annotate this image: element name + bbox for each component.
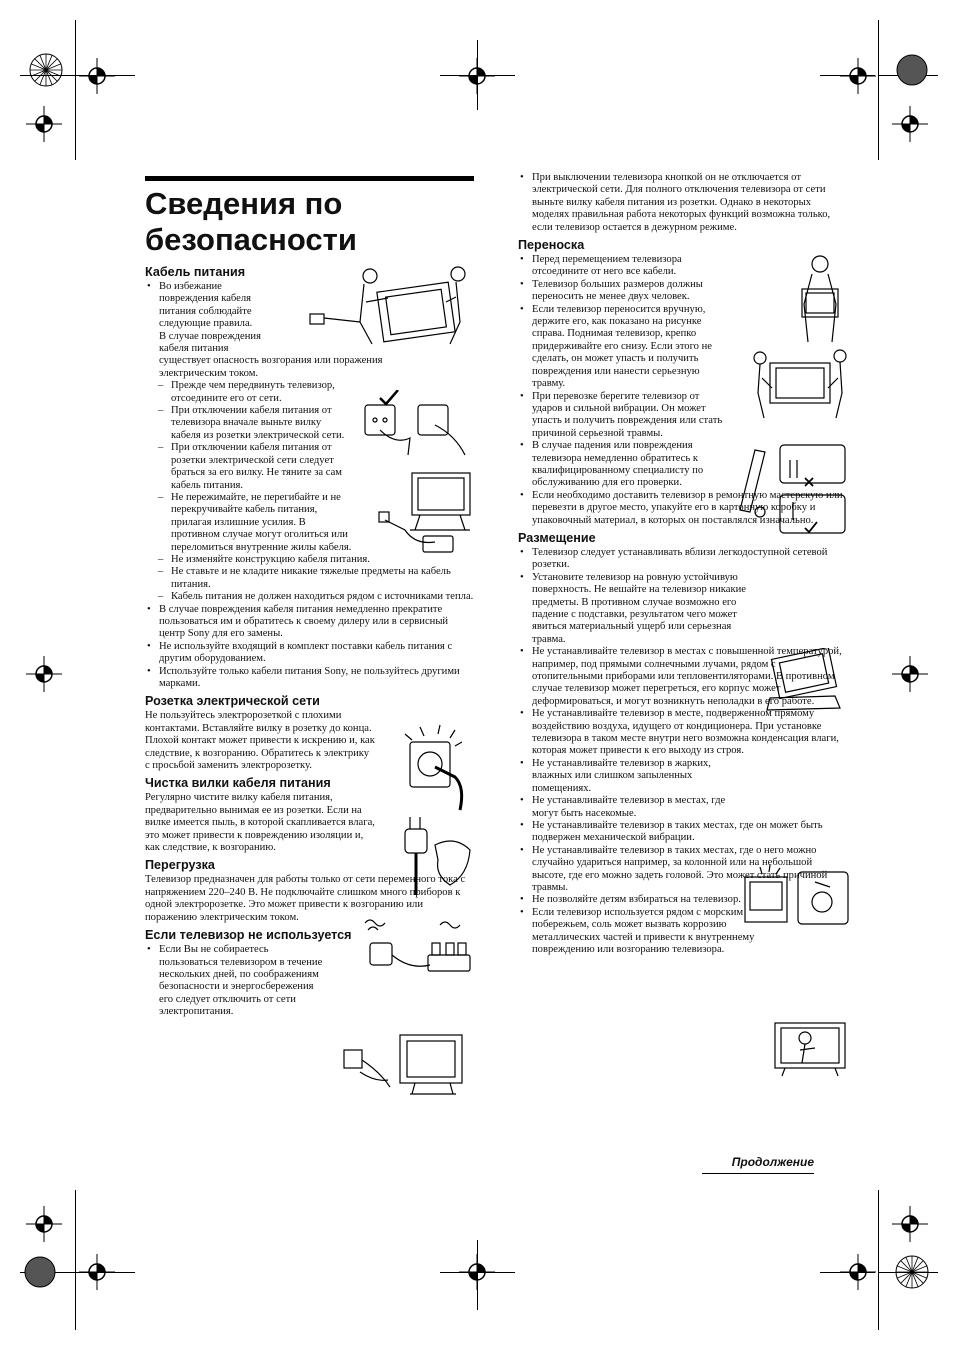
- power-cord-intro-line: существует опасность возгорания или поражения: [159, 355, 383, 367]
- list-item: – При отключении кабеля питания от розетки электрической сети следует браться за его вилку. Не тяните за сам кабель питания.: [158, 442, 353, 492]
- unplug-check-icon: [360, 390, 475, 460]
- list-item: – Не пережимайте, не перегибайте и не перекручивайте кабель питания, прилагая излишние усилия. В противном случае могут оголиться или переломиться внутренние жилы кабеля.: [158, 492, 353, 554]
- humidity-dust-insects-icon: [740, 862, 850, 927]
- trim-line: [878, 20, 879, 160]
- crosshair-registration-icon: [24, 104, 64, 144]
- section-heading-not-used: Если телевизор не используется: [145, 928, 352, 943]
- crosshair-registration-icon: [890, 1204, 930, 1244]
- power-cord-intro-line: • Во избежание: [159, 281, 222, 292]
- gray-registration-dot-icon: [20, 1252, 60, 1292]
- trim-line: [75, 1190, 76, 1330]
- tv-with-cord-icon: [375, 470, 475, 560]
- crosshair-registration-icon: [457, 56, 497, 96]
- section-heading-power-cord: Кабель питания: [145, 265, 246, 279]
- crosshair-registration-icon: [890, 654, 930, 694]
- power-cord-dash-list: [145, 554, 475, 604]
- power-cord-intro-line: следующие правила.: [159, 318, 253, 330]
- list-item: • Не устанавливайте телевизор в местах с повышенной температурой, например, под прямыми солнечными лучами, рядом с отопительными приборами или тепловентиляторами. В противном случае телевизор может перегреться, его корпус может деформироваться, и могут возникнуть неполадки в его работе.: [518, 646, 848, 708]
- section-heading-outlet: Розетка электрической сети: [145, 694, 320, 709]
- overloaded-outlet-icon: [360, 915, 475, 990]
- trim-line: [75, 20, 76, 160]
- starburst-registration-icon: [26, 50, 66, 90]
- crosshair-registration-icon: [890, 104, 930, 144]
- not-used-list: [145, 944, 325, 1018]
- continued-label: Продолжение: [702, 1155, 814, 1174]
- list-item: • Если Вы не собираетесь пользоваться телевизором в течение нескольких дней, по соображениям безопасности и энергосбережения его следует отключить от сети электропитания.: [145, 944, 325, 1018]
- tv-falling-from-stand-icon: [755, 648, 850, 713]
- overload-text: Телевизор предназначен для работы только от сети переменного тока с напряжением 220–240 В. Не подключайте слишком много приборов к одной электророзетке. Это может привести к возгоранию или поражению электрическим током.: [145, 874, 466, 923]
- page-title-line1: Сведения по: [145, 186, 343, 221]
- list-item: • Не используйте входящий в комплект поставки кабель питания с другим оборудованием.: [145, 641, 475, 666]
- gray-registration-dot-icon: [892, 50, 932, 90]
- list-item: • Не устанавливайте телевизор в таких местах, где о него можно случайно удариться например, за колонной или на небольшой высоте, где его можно задеть головой. Это может стать причиной травмы.: [518, 845, 848, 895]
- two-people-carrying-tv-icon: [300, 262, 475, 347]
- power-cord-intro-line: повреждения кабеля: [159, 293, 252, 305]
- list-item: • При перевозке берегите телевизор от ударов и сильной вибрации. Он может упасть и получить повреждения или стать причиной серьезной травмы.: [518, 391, 730, 441]
- person-holding-tv-icon: [790, 254, 850, 344]
- list-item: • Если телевизор используется рядом с морским побережьем, соль может вызвать коррозию металлических частей и привести к внутреннему повреждению или возгоранию телевизора.: [518, 907, 772, 957]
- tv-transport-correct-incorrect-icon: [735, 440, 850, 540]
- crosshair-registration-icon: [24, 1204, 64, 1244]
- section-heading-overload: Перегрузка: [145, 858, 215, 873]
- child-climbing-tv-icon: [770, 1018, 850, 1078]
- trim-line: [878, 1190, 879, 1330]
- title-rule: [145, 176, 474, 181]
- crosshair-registration-icon: [77, 56, 117, 96]
- list-item: • В случае падения или повреждения телевизора немедленно обратитесь к квалифицированному специалисту по обслуживанию для его проверки.: [518, 440, 742, 490]
- standby-list: [518, 172, 848, 234]
- power-cord-intro-line: В случае повреждения: [159, 330, 261, 342]
- page-title: [145, 186, 357, 258]
- list-item: – Не ставьте и не кладите никакие тяжелые предметы на кабель питания.: [158, 566, 475, 591]
- left-column: [145, 261, 475, 1019]
- section-heading-placement: Размещение: [518, 530, 596, 545]
- starburst-registration-icon: [892, 1252, 932, 1292]
- page-title-line2: безопасности: [145, 222, 357, 257]
- section-heading-carrying: Переноска: [518, 238, 585, 253]
- list-item: • Если необходимо доставить телевизор в ремонтную мастерскую или перевезти в другое место, упакуйте его в картонную коробку и упаковочный материал, в которых он поставлялся изначально.: [518, 490, 848, 527]
- crosshair-registration-icon: [838, 1252, 878, 1292]
- clean-plug-icon: [400, 815, 475, 900]
- power-cord-bullets: [145, 604, 475, 691]
- list-item: • Не устанавливайте телевизор в жарких, влажных или слишком запыленных помещениях.: [518, 758, 727, 795]
- list-item: • Не устанавливайте телевизор в месте, подверженном прямому воздействию воздуха, идущего от кондиционера. При установке телевизора в таком месте внутри него возможна конденсация влаги, которая может привести к его выходу из строя.: [518, 708, 848, 758]
- list-item: • Телевизор следует устанавливать вблизи легкодоступной сетевой розетки.: [518, 547, 848, 572]
- list-item: • При выключении телевизора кнопкой он не отключается от электрической сети. Для полного отключения телевизора от сети выньте вилку кабеля питания из розетки. Однако в некоторых моделях правильная работа некоторых функций возможна только, если телевизор остается в дежурном режиме.: [518, 172, 848, 234]
- list-item: • Не позволяйте детям взбираться на телевизор.: [518, 894, 742, 906]
- list-item: • Используйте только кабели питания Sony, не пользуйтесь другими марками.: [145, 666, 475, 691]
- list-item: • В случае повреждения кабеля питания немедленно прекратите пользоваться им и обратитесь к своему дилеру или в сервисный центр Sony для его замены.: [145, 604, 475, 641]
- list-item: • Не устанавливайте телевизор в местах, где могут быть насекомые.: [518, 795, 742, 820]
- crosshair-registration-icon: [457, 1252, 497, 1292]
- crosshair-registration-icon: [24, 654, 64, 694]
- power-cord-intro-line: питания соблюдайте: [159, 305, 252, 317]
- section-heading-plug-cleaning: Чистка вилки кабеля питания: [145, 776, 331, 791]
- outlet-text: Не пользуйтесь электророзеткой с плохими контактами. Вставляйте вилку в розетку до конца. Плохой контакт может привести к искрению и, как следствие, к возгоранию. Обратитесь к электрику с просьбой заменить электророзетку.: [145, 710, 375, 772]
- list-item: • Если телевизор переносится вручную, держите его, как показано на рисунке справа. Поднимая телевизор, крепко придерживайте его снизу. Если этого не сделать, он может упасть и получить повреждения или нанести серьезную травму.: [518, 304, 730, 391]
- list-item: – При отключении кабеля питания от телевизора вначале выньте вилку кабеля из розетки электрической сети.: [158, 405, 353, 442]
- list-item: • Установите телевизор на ровную устойчивую поверхность. Не вешайте на телевизор никакие предметы. В противном случае возможно его падение с подставки, результатом чего может явиться материальный ущерб или серьезная травма.: [518, 572, 752, 646]
- power-cord-intro-line: электрическим током.: [159, 367, 259, 379]
- list-item: – Прежде чем передвинуть телевизор, отсоедините его от сети.: [158, 380, 353, 405]
- list-item: – Не изменяйте конструкцию кабеля питания.: [158, 554, 475, 566]
- two-people-lifting-tv-icon: [750, 348, 850, 420]
- power-cord-intro-line: кабеля питания: [159, 343, 229, 355]
- unplug-tv-icon: [340, 1032, 465, 1102]
- list-item: • Не устанавливайте телевизор в таких местах, где он может быть подвержен механической вибрации.: [518, 820, 848, 845]
- crosshair-registration-icon: [838, 56, 878, 96]
- plug-cleaning-text: Регулярно чистите вилку кабеля питания, предварительно вынимая ее из розетки. Если на вилке имеется пыль, в которой скапливается влага, это может привести к повреждению изоляции и, как следствие, к возгоранию.: [145, 792, 375, 854]
- crosshair-registration-icon: [77, 1252, 117, 1292]
- outlet-sparks-icon: [400, 722, 475, 812]
- list-item: • Перед перемещением телевизора отсоедините от него все кабели.: [518, 254, 727, 279]
- power-cord-dash-list: [145, 380, 353, 554]
- list-item: – Кабель питания не должен находиться рядом с источниками тепла.: [158, 591, 475, 603]
- list-item: • Телевизор больших размеров должны переносить не менее двух человек.: [518, 279, 727, 304]
